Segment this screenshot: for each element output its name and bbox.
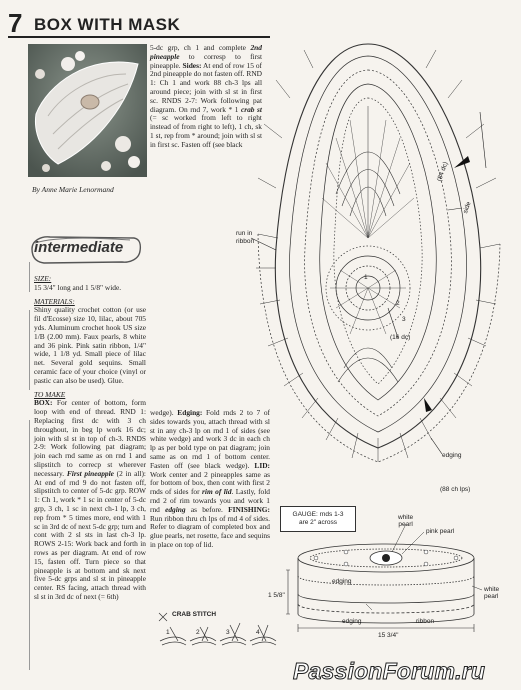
ch-lps-88-label: (88 ch lps) [440, 486, 471, 493]
text-run: as before. [185, 504, 229, 514]
rim-text: . Lastly, fold rnd 2 of rim towards you and work 1 rnd [150, 487, 270, 514]
to-make-heading: TO MAKE [34, 389, 66, 399]
finishing-text: Run ribbon thru ch lps of rnd 4 of sides. Refer to diagram of completed box and glue pearls, net rosette, face and sequins in place on top of lid. [150, 513, 270, 549]
size-text: 15 3/4" long and 1 5/8" wide. [34, 282, 122, 292]
run-in-ribbon-label: run in ribbon [236, 230, 255, 245]
skill-level-text: intermediate [34, 239, 124, 256]
pattern-header [8, 8, 270, 38]
edging-bottom-label: edging [342, 618, 362, 625]
crab-step-1: 1 [166, 629, 170, 636]
crab-st-text: (= sc worked from left to right instead of from right to left), 1 ch, sk 1 st, rep from * around; join with sl st in first sc. Fasten off (see black [150, 113, 262, 149]
pattern-title: BOX WITH MASK [34, 15, 181, 34]
round-2-marker: 2 [396, 300, 400, 307]
divider-line [29, 310, 30, 390]
finishing-label: FINISHING: [228, 504, 271, 514]
gauge-line-2: are 2" across [298, 519, 338, 526]
side-label: side [462, 200, 473, 215]
edging-top-label: edging [332, 578, 352, 585]
lid-text: Work center and 2 pineapples same as for bottom of box, then cont with first 2 rnds of sides for [150, 469, 270, 497]
box-label: BOX: [34, 398, 53, 408]
ribbon-label: ribbon [416, 618, 435, 625]
second-pineapple-label: 2nd pineapple [150, 43, 262, 61]
sides-text: At end of row 15 of 2nd pineapple do not fasten off. RND 1: Ch 1 and work 88 ch-3 lps all around piece; join with sl st in first sc. RNDS 2-7: Work following pat diagram. On rnd 7, work * 1 [150, 60, 262, 114]
edging-text: Fold rnds 2 to 7 of sides towards you, attach thread with sl st in any ch-3 lp on rnd 1 of sides (see white wedge) and work 3 dc in each ch lp as per bold type on pat diagram; join same as on rnd 1 of bottom center. Fasten off (see black wedge). [150, 408, 270, 470]
round-3-marker: 3 [402, 316, 406, 323]
text-run: wedge). [150, 408, 178, 417]
crab-step-4: 4 [256, 629, 260, 636]
box-height-label: 1 5/8" [268, 592, 285, 599]
materials-heading: MATERIALS: [34, 296, 75, 306]
text-column-1 [34, 275, 146, 603]
finished-box-diagram [268, 514, 518, 664]
author-byline: By Anne Marie Lenormand [32, 185, 114, 194]
edging-label: Edging: [177, 408, 203, 417]
skill-level-badge [30, 235, 142, 270]
pink-pearl-label: pink pearl [426, 528, 455, 535]
text-run: to corresp to first pineapple. [150, 51, 262, 70]
edging-diagram-label: edging [442, 452, 462, 459]
white-pearl-right-label: white pearl [484, 586, 500, 600]
white-pearl-top-label: white pearl [398, 514, 414, 528]
box-length-label: 15 3/4" [378, 632, 399, 639]
sides-label: Sides: [182, 60, 202, 70]
materials-text: Shiny quality crochet cotton (or use fil d'Ecosse) size 10, lilac, about 705 yds. Aluminum crochet hook US size 1/B (2.00 mm). Faux pearls, 8 white and 36 pink. Pink satin ribbon, 1/4" wide, 1 1/8 yd. Small piece of lilac net. Several gold sequins. Small ceramic face of your choice (vinyl or pastic can also be used). Glue. [34, 305, 146, 385]
divider-line [29, 262, 30, 292]
crab-stitch-title: CRAB STITCH [172, 611, 217, 618]
round-1-marker: 1 [364, 274, 368, 281]
pineapple-text: (2 in all): At end of rnd 9 do not fasten off, slipstitch to center of 5-dc grp. ROW 1: Ch 1, work * 1 sc in center of 5-dc grp, 3 ch, 1 sc in next ch-1 lp, 3 ch, rep from * 5 times more, end with 1 sc in 3rd dc of next 5-dc grp; turn and cont with 2 sl sts in last ch-3 lp. ROWS 2-15: Work back and forth in rows as per diagram. At end of row 15, fasten off. Turn piece so that pineapple is at bottom and sk next five 5-dc grps and sl st in pineapple center. RS facing, attach thread with sl st in 3rd dc of next (= 6th) [34, 468, 146, 601]
watermark: PassionForum.ru [293, 658, 486, 684]
crab-stitch-illustration [156, 611, 280, 653]
lid-label: LID: [254, 460, 270, 470]
box-text: For center of bottom, form loop with end of thread. RND 1: Replacing first dc with 3 ch throughout, in beg lp work 16 dc; join with sl st in top of ch-3. RNDS 2-9: Work following pat diagram; join each rnd same as on rnd 1 and slipstitch to correcp st wherever necessary. [34, 398, 146, 478]
crab-step-2: 2 [196, 629, 200, 636]
rim-of-lid-label: rim of lid [202, 487, 232, 497]
product-photo [28, 44, 147, 177]
edging-label-2: edging [165, 504, 186, 514]
text-run: 5-dc grp, ch 1 and complete [150, 43, 251, 52]
dc-84-label: (84 dc) [436, 160, 450, 183]
crochet-pattern-diagram [218, 38, 518, 498]
gauge-line-1: GAUGE: rnds 1-3 [292, 511, 344, 518]
size-heading: SIZE: [34, 274, 52, 283]
crab-step-3: 3 [226, 629, 230, 636]
crab-st-label: crab st [240, 104, 262, 114]
dc-16-label: (16 dc) [390, 334, 411, 341]
pattern-number: 7 [8, 8, 23, 38]
divider-line [29, 420, 30, 670]
pineapple-label: First pineapple [66, 468, 114, 478]
